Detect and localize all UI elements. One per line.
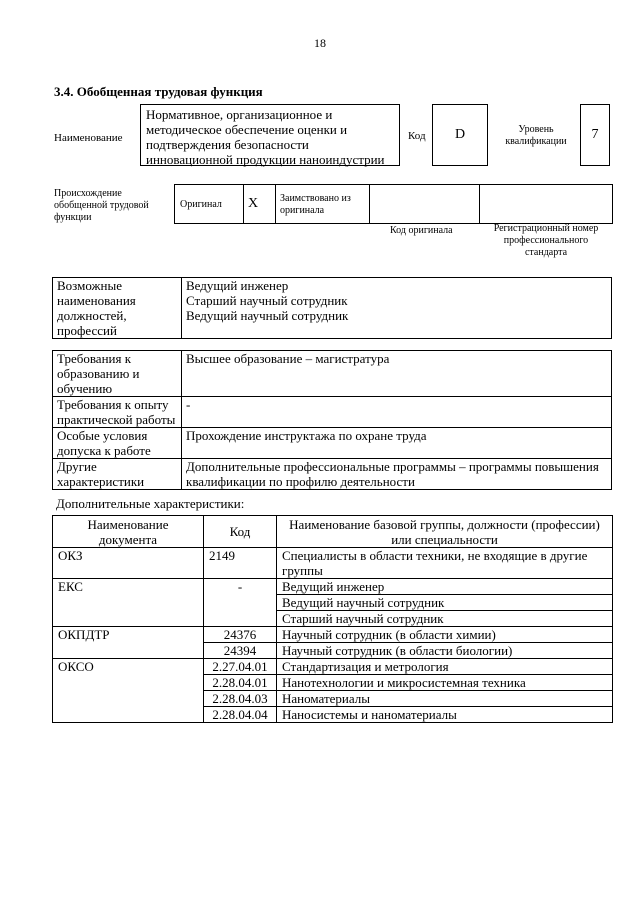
level-label-line: квалификации — [505, 136, 567, 147]
table-header-row — [53, 516, 613, 548]
requirement-value — [182, 397, 612, 428]
header-group-line: Наименование базовой группы, должности (профессии) — [289, 516, 600, 532]
origin-label-line: Происхождение — [54, 188, 122, 199]
header-doc-line: Наименование — [87, 516, 169, 532]
requirement-label — [53, 428, 182, 459]
reg-number-label-line: Регистрационный номер — [493, 223, 599, 234]
original-label: Оригинал — [180, 199, 222, 210]
code-original-label: Код оригинала — [390, 225, 453, 236]
reg-number-label-line: профессионального — [503, 235, 589, 246]
table-row — [53, 428, 612, 459]
requirement-value-line: Высшее образование – магистратура — [186, 351, 390, 366]
positions-label — [53, 278, 182, 339]
code-cell: 24376 — [204, 627, 277, 643]
table-row — [53, 397, 612, 428]
doc-cell: ЕКС — [53, 579, 204, 627]
positions-label-line: Возможные — [57, 278, 122, 293]
code-label: Код — [408, 130, 426, 142]
requirement-label — [53, 459, 182, 490]
borrowed-label-line: Заимствовано из — [280, 193, 351, 204]
code-cell: 2.27.04.01 — [204, 659, 277, 675]
position-item: Старший научный сотрудник — [186, 293, 348, 308]
header-doc-line: документа — [98, 531, 158, 547]
code-value: D — [432, 104, 488, 166]
origin-label-line: функции — [54, 212, 92, 223]
level-label-line: Уровень — [518, 124, 554, 135]
header-group — [277, 516, 613, 548]
borrowed-label — [280, 193, 351, 217]
requirement-label-line: Требования к опыту — [57, 397, 169, 412]
requirement-value — [182, 351, 612, 397]
requirement-label-line: Другие — [57, 459, 97, 474]
requirement-label-line: практической работы — [57, 412, 176, 427]
positions-values — [182, 278, 612, 339]
borrowed-label-line: оригинала — [280, 205, 325, 216]
requirement-value — [182, 459, 612, 490]
group-cell: Научный сотрудник (в области химии) — [277, 627, 613, 643]
group-cell: Наносистемы и наноматериалы — [277, 707, 613, 723]
requirement-label — [53, 351, 182, 397]
table-row — [53, 579, 613, 595]
code-cell: 24394 — [204, 643, 277, 659]
group-line: группы — [282, 563, 323, 578]
requirement-label — [53, 397, 182, 428]
requirement-value-line: Дополнительные профессиональные программы – программы повышения — [186, 459, 599, 474]
original-mark: X — [248, 196, 259, 211]
positions-label-line: профессий — [57, 323, 117, 338]
code-cell: - — [204, 579, 277, 627]
level-value: 7 — [580, 104, 610, 166]
table-row — [53, 459, 612, 490]
extra-title: Дополнительные характеристики: — [56, 496, 245, 511]
doc-cell: ОКСО — [53, 659, 204, 723]
code-cell: 2.28.04.04 — [204, 707, 277, 723]
table-row — [53, 548, 613, 579]
group-cell — [277, 548, 613, 579]
position-item: Ведущий научный сотрудник — [186, 308, 349, 323]
function-name-line: инновационной продукции наноиндустрии — [146, 152, 385, 167]
section-title: 3.4. Обобщенная трудовая функция — [54, 84, 263, 99]
position-item: Ведущий инженер — [186, 278, 289, 293]
requirement-label-line: обучению — [57, 381, 113, 396]
group-cell: Научный сотрудник (в области биологии) — [277, 643, 613, 659]
requirement-value-line: - — [186, 397, 191, 412]
function-name-line: подтверждения безопасности — [146, 137, 309, 152]
origin-table — [174, 184, 613, 224]
group-cell: Нанотехнологии и микросистемная техника — [277, 675, 613, 691]
function-name-box — [140, 104, 400, 166]
header-group-line: или специальности — [391, 531, 498, 547]
code-cell: 2.28.04.01 — [204, 675, 277, 691]
requirements-table — [52, 350, 612, 490]
requirement-value-line: Прохождение инструктажа по охране труда — [186, 428, 427, 443]
positions-label-line: должностей, — [57, 308, 127, 323]
group-cell: Стандартизация и метрология — [277, 659, 613, 675]
requirement-label-line: образованию и — [57, 366, 140, 381]
reg-number-label — [484, 223, 608, 259]
positions-table — [52, 277, 612, 339]
header-doc — [53, 516, 204, 548]
origin-label — [54, 188, 149, 224]
function-name-line: методическое обеспечение оценки и — [146, 122, 348, 137]
group-line: Специалисты в области техники, не входящие в другие — [282, 548, 588, 563]
requirement-label-line: допуска к работе — [57, 443, 151, 458]
requirement-value-line: квалификации по профилю деятельности — [186, 474, 415, 489]
extra-table — [52, 515, 613, 723]
header-code: Код — [204, 516, 277, 548]
doc-cell: ОКЗ — [53, 548, 204, 579]
code-cell: 2149 — [204, 548, 277, 579]
group-cell: Старший научный сотрудник — [277, 611, 613, 627]
group-cell: Ведущий инженер — [277, 579, 613, 595]
doc-cell: ОКПДТР — [53, 627, 204, 659]
table-row — [53, 659, 613, 675]
requirement-label-line: характеристики — [57, 474, 145, 489]
function-name-line: Нормативное, организационное и — [146, 107, 333, 122]
group-cell: Наноматериалы — [277, 691, 613, 707]
reg-number-label-line: стандарта — [524, 247, 568, 258]
requirement-label-line: Требования к — [57, 351, 132, 366]
code-cell: 2.28.04.03 — [204, 691, 277, 707]
origin-label-line: обобщенной трудовой — [54, 200, 149, 211]
requirement-label-line: Особые условия — [57, 428, 148, 443]
requirement-value — [182, 428, 612, 459]
name-label: Наименование — [54, 132, 123, 144]
table-row — [53, 627, 613, 643]
page-number: 18 — [314, 36, 326, 50]
group-cell: Ведущий научный сотрудник — [277, 595, 613, 611]
table-row — [53, 351, 612, 397]
level-label — [496, 124, 576, 148]
positions-label-line: наименования — [57, 293, 136, 308]
